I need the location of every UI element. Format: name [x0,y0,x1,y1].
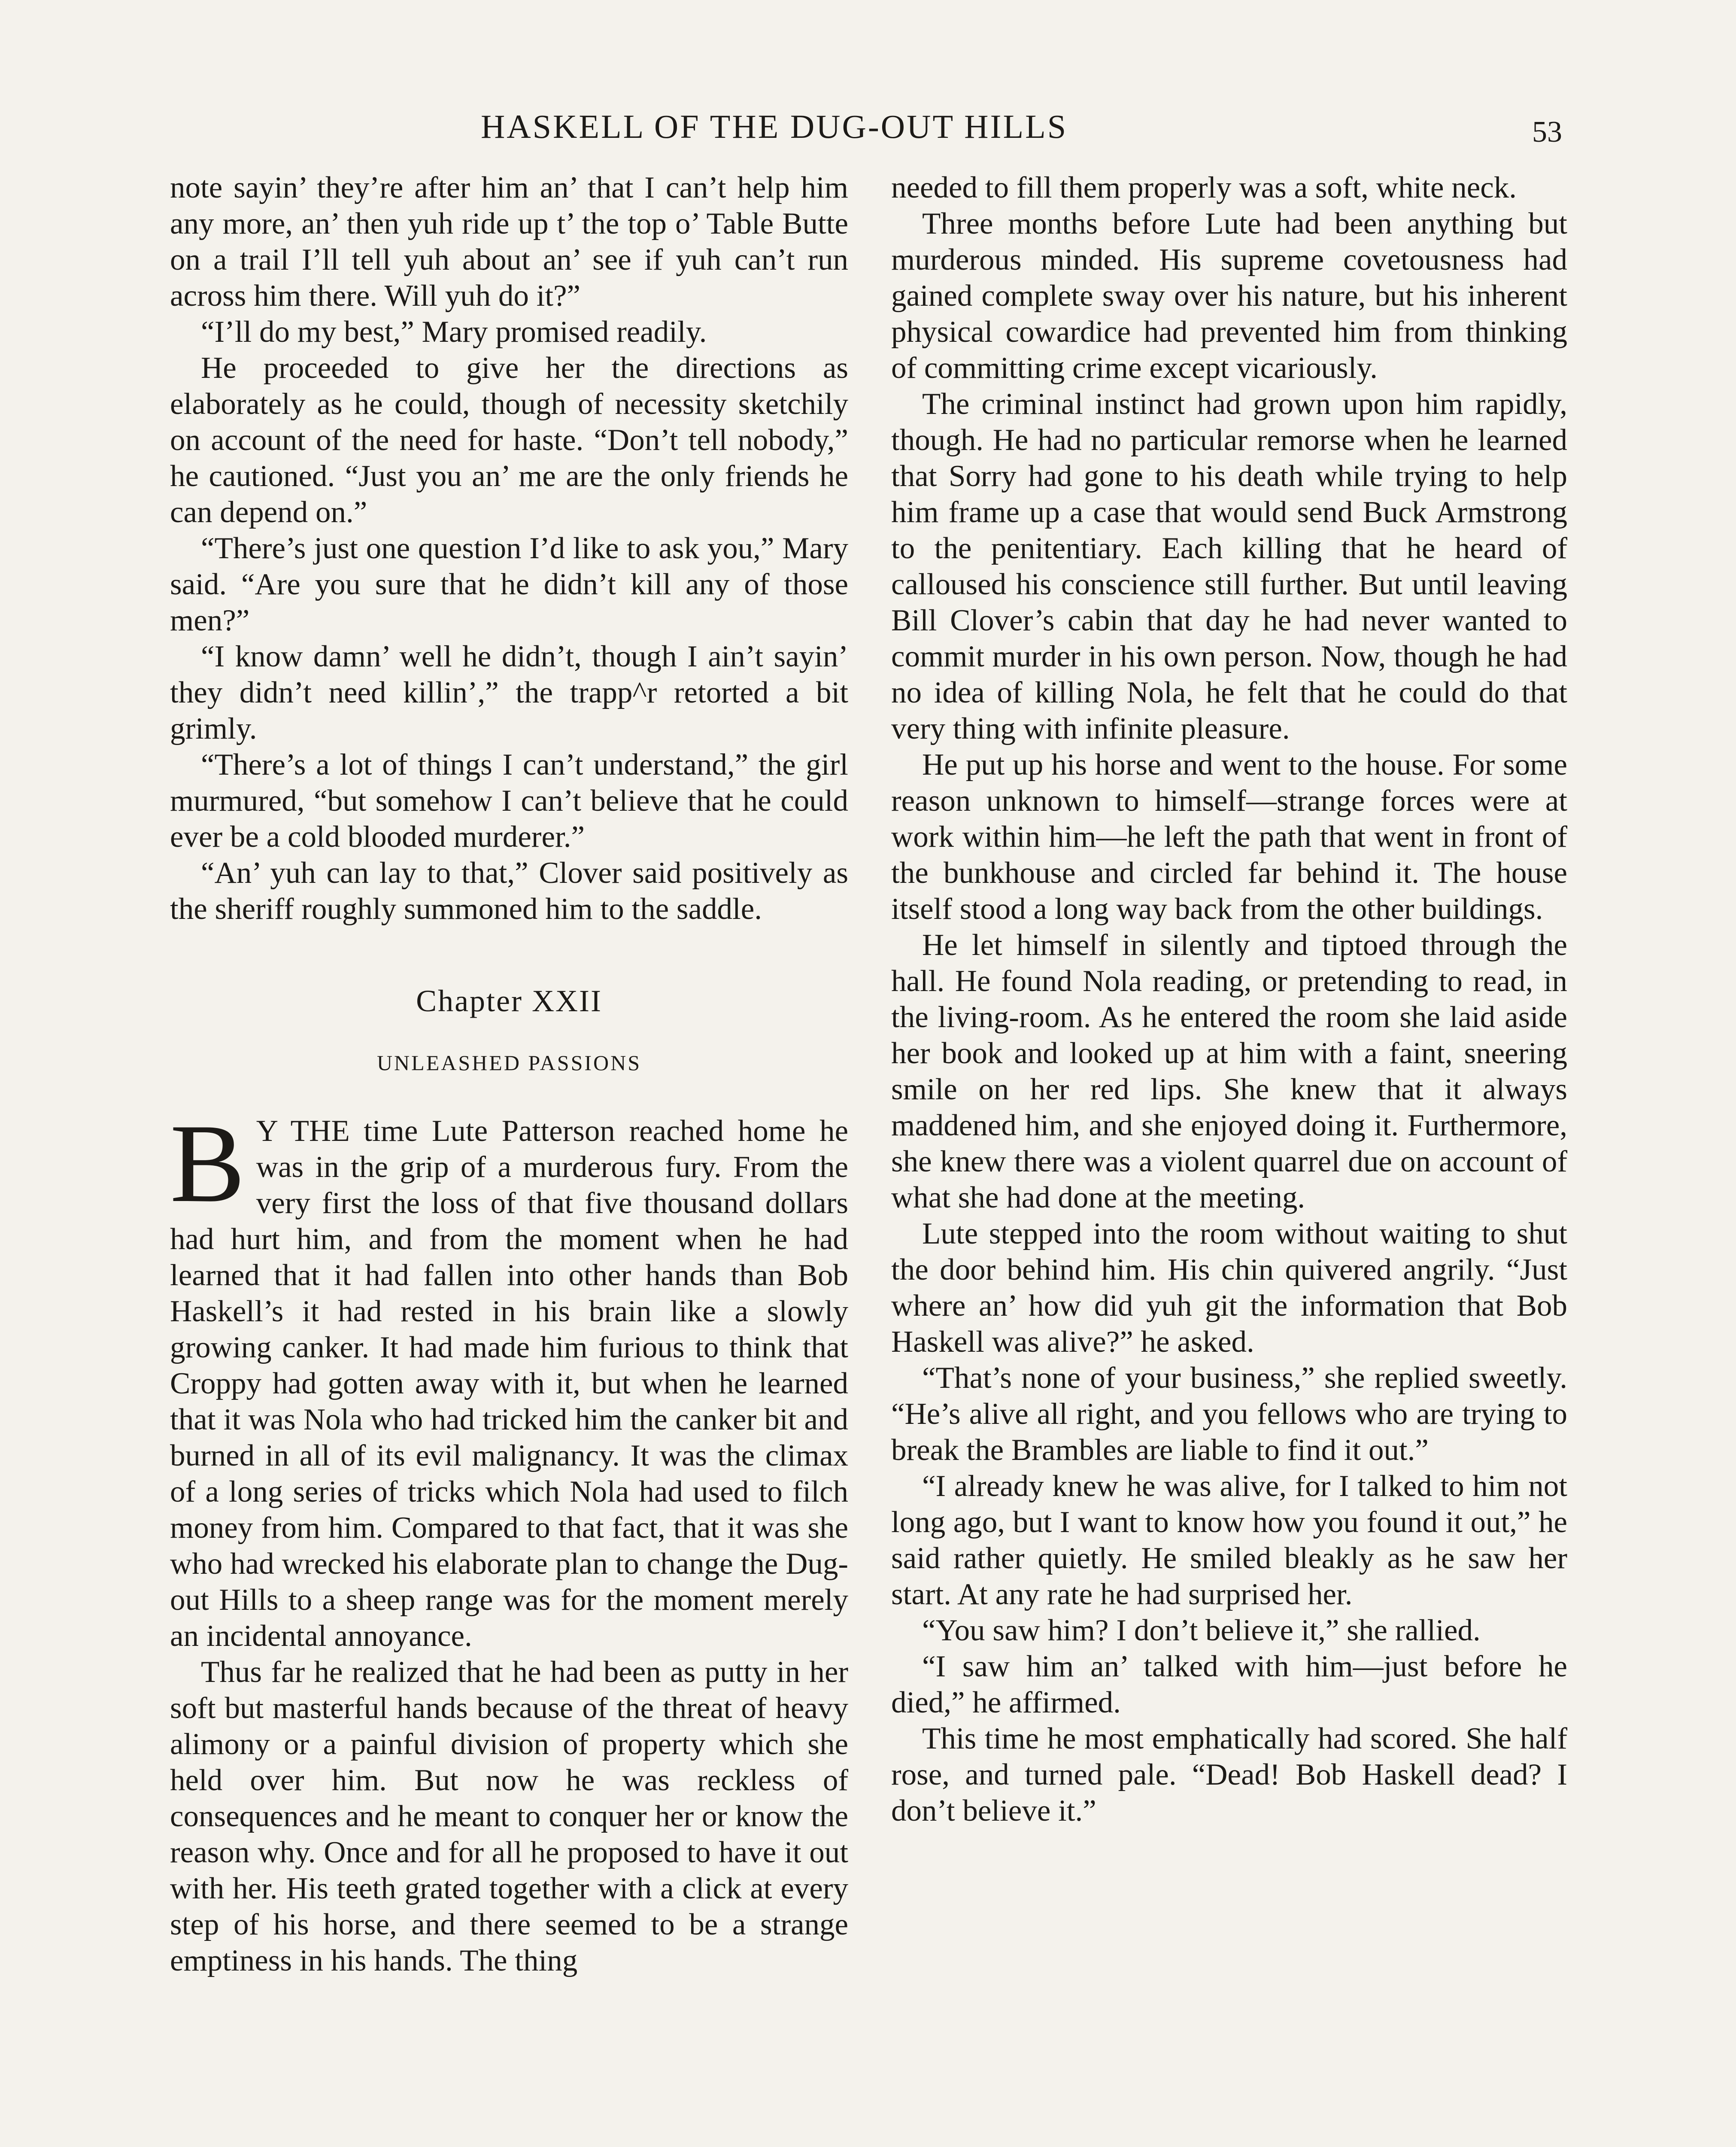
paragraph: “I already knew he was alive, for I talked to him not long ago, but I want to know how you found it out,” he said rather quietly. He smiled bleakly as he saw her start. At any rate he had surprised her. [891,1469,1567,1611]
chapter-heading [170,983,848,1019]
drop-cap: B [170,1101,245,1226]
paragraph: “I saw him an’ talked with him—just before he died,” he affirmed. [891,1650,1567,1719]
page-number: 53 [1532,116,1562,149]
paragraph: “That’s none of your business,” she replied sweetly. “He’s alive all right, and you fellows who are trying to break the Brambles are liable to find it out.” [891,1361,1567,1467]
running-head: HASKELL OF THE DUG-OUT HILLS [481,108,1068,145]
paragraph: He let himself in silently and tiptoed through the hall. He found Nola reading, or pretending to read, in the living-room. As he entered the room she laid aside her book and looked up at him with a faint, sneering smile on her red lips. She knew that it always maddened him, and she enjoyed doing it. Furthermore, she knew there was a violent quarrel due on account of what she had done at the meeting. [891,928,1567,1214]
paragraph: note sayin’ they’re after him an’ that I can’t help him any more, an’ then yuh ride up t’ the top o’ Table Butte on a trail I’ll tell yuh about an’ see if yuh can’t run across him there. Will yuh do it?” [170,171,848,313]
opening-paragraph [170,1101,848,1654]
paragraph: Thus far he realized that he had been as putty in her soft but masterful hands because of the threat of heavy alimony or a painful division of property which she held over him. But now he was reckless of consequences and he meant to conquer her or know the reason why. Once and for all he proposed to have it out with her. His teeth grated together with a click at every step of his horse, and there seemed to be a strange emptiness in his hands. The thing [170,1655,848,1977]
chapter-number: XXII [531,984,602,1018]
paragraph: “An’ yuh can lay to that,” Clover said positively as the sheriff roughly summoned him to the saddle. [170,856,848,926]
opening-paragraph-text: Y THE time Lute Patterson reached home he was in the grip of a murderous fury. From the very first the loss of that five thousand dollars had hurt him, and from the moment when he had learned that it had fallen into other hands than Bob Haskell’s it had rested in his brain like a slowly growing canker. It had made him furious to think that Croppy had gotten away with it, but when he learned that it was Nola who had tricked him the canker bit and burned in all of its evil malignancy. It was the climax of a long series of tricks which Nola had used to filch money from him. Compared to that fact, that it was she who had wrecked his elaborate plan to change the Dug-out Hills to a sheep range was for the moment merely an incidental annoyance. [170,1114,848,1653]
paragraph: Three months before Lute had been anything but murderous minded. His supreme covetousness had gained complete sway over his nature, but his inherent physical cowardice had prevented him from thinking of committing crime except vicariously. [891,207,1567,385]
paragraph: He put up his horse and went to the house. For some reason unknown to himself—strange forces were at work within him—he left the path that went in front of the bunkhouse and circled far behind it. The house itself stood a long way back from the other buildings. [891,748,1567,926]
chapter-subtitle: UNLEASHED PASSIONS [376,1051,642,1075]
paragraph: needed to fill them properly was a soft, white neck. [891,171,1517,204]
paragraph: This time he most emphatically had scored. She half rose, and turned pale. “Dead! Bob Haskell dead? I don’t believe it.” [891,1722,1567,1828]
paragraph: “There’s just one question I’d like to ask you,” Mary said. “Are you sure that he didn’t kill any of those men?” [170,532,848,637]
right-column [891,170,1567,1829]
paragraph: He proceeded to give her the directions as elaborately as he could, though of necessity sketchily on account of the need for haste. “Don’t tell nobody,” he cautioned. “Just you an’ me are the only friends he can depend on.” [170,351,848,529]
paragraph: “I’ll do my best,” Mary promised readily. [201,315,707,349]
chapter-label: Chapter [416,984,523,1018]
paragraph: “I know damn’ well he didn’t, though I ain’t sayin’ they didn’t need killin’,” the trapp^r retorted a bit grimly. [170,640,848,745]
paragraph: The criminal instinct had grown upon him rapidly, though. He had no particular remorse when he learned that Sorry had gone to his death while trying to help him frame up a case that would send Buck Armstrong to the penitentiary. Each killing that he heard of calloused his conscience still further. But until leaving Bill Clover’s cabin that day he had never wanted to commit murder in his own person. Now, though he had no idea of killing Nola, he felt that he could do that very thing with infinite pleasure. [891,387,1567,745]
paragraph: “There’s a lot of things I can’t understand,” the girl murmured, “but somehow I can’t believe that he could ever be a cold blooded murderer.” [170,748,848,854]
paragraph: “You saw him? I don’t believe it,” she rallied. [922,1614,1481,1647]
left-column [170,170,848,1979]
paragraph: Lute stepped into the room without waiting to shut the door behind him. His chin quivered angrily. “Just where an’ how did yuh git the information that Bob Haskell was alive?” he asked. [891,1217,1567,1359]
